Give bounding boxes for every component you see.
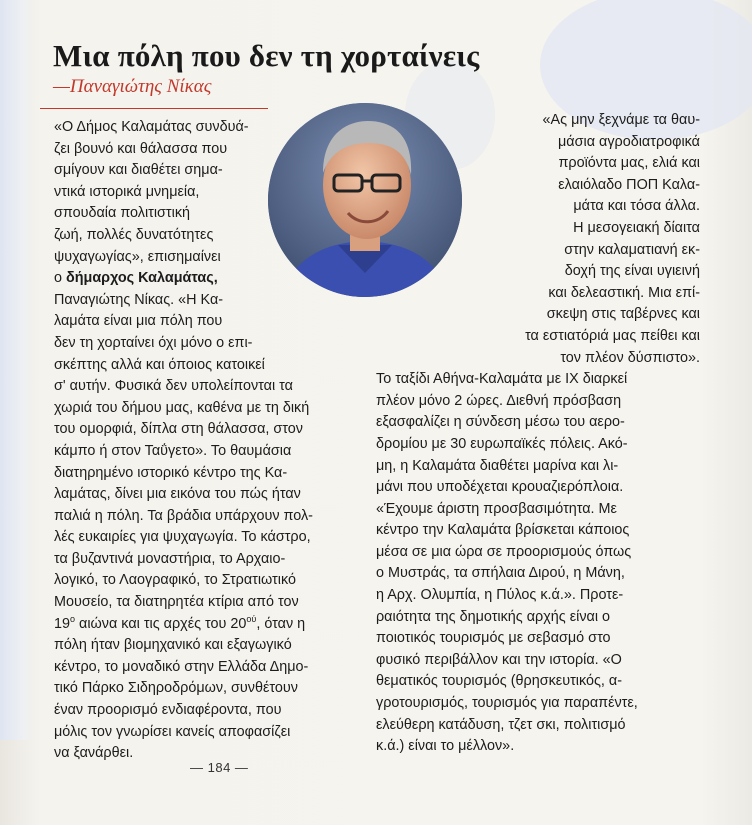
text-line: ζει βουνό και θάλασσα που	[54, 140, 228, 157]
text-line: ντικά ιστορικά μνημεία,	[54, 183, 200, 200]
quote-line: μάτα και τόσα άλλα.	[573, 198, 700, 215]
text-line: ποιοτικός τουρισμός με σεβασμό στο	[376, 630, 611, 647]
text-line: σπουδαία πολιτιστική	[54, 205, 191, 222]
page-gutter-shadow	[0, 0, 34, 740]
text-line: κ.ά.) είναι το μέλλον».	[376, 738, 515, 755]
text-line: λαμάτα είναι μια πόλη που	[54, 313, 223, 330]
text-line: διατηρημένο ιστορικό κέντρο της Κα-	[54, 464, 288, 481]
text-line: λαμάτας, δίνει μια εικόνα του πώς ήταν	[54, 486, 301, 503]
text-line: του ομορφιά, δίπλα στη θάλασσα, στον	[54, 421, 303, 438]
text-line: σ' αυτήν. Φυσικά δεν υπολείπονται τα	[54, 378, 293, 395]
article-title: Μια πόλη που δεν τη χορταίνεις	[53, 38, 480, 73]
text-line: δρομίου με 30 ευρωπαϊκές πόλεις. Ακό-	[376, 435, 628, 452]
text-line-with-superscripts	[54, 614, 372, 636]
text-line: ραιότητα της δημοτικής αρχής είναι ο	[376, 608, 611, 625]
text-fragment: αιώνα και τις αρχές του 20	[75, 615, 247, 632]
text-line: έναν προορισμό ενδιαφέροντα, που	[54, 702, 282, 719]
right-column-text	[376, 110, 702, 758]
text-line: εξασφαλίζει η σύνδεση μέσω του αερο-	[376, 414, 625, 431]
quote-line: στην καλαματιανή εκ-	[564, 241, 700, 258]
text-line: χωριά του δήμου μας, καθένα με τη δική	[54, 399, 310, 416]
quote-line: ελαιόλαδο ΠΟΠ Καλα-	[558, 176, 700, 193]
quote-line: σκεψη στις ταβέρνες και	[546, 306, 700, 323]
page-number: — 184 —	[190, 760, 249, 775]
quote-line: τα εστιατόριά μας πείθει και	[525, 327, 700, 344]
text-line: μάνι που υποδέχεται κρουαζιερόπλοια.	[376, 479, 624, 496]
text-line: λογικό, το Λαογραφικό, το Στρατιωτικό	[54, 572, 296, 589]
left-column-text	[54, 117, 372, 765]
text-fragment: ο	[54, 270, 67, 287]
text-line: μόλις τον γνωρίσει κανείς αποφασίζει	[54, 723, 291, 740]
text-line: κέντρο την Καλαμάτα βρίσκεται κάποιος	[376, 522, 630, 539]
text-line: Παναγιώτης Νίκας. «Η Κα-	[54, 291, 224, 308]
text-line: τα βυζαντινά μοναστήρια, το Αρχαιο-	[54, 550, 286, 567]
text-fragment: 19	[54, 615, 71, 632]
quote-line: και δελεαστική. Μια επί-	[548, 284, 700, 301]
text-line: πλέον μόνο 2 ώρες. Διεθνή πρόσβαση	[376, 392, 622, 409]
text-line: ζωή, πολλές δυνατότητες	[54, 226, 214, 243]
text-line: φυσικό περιβάλλον και την ιστορία. «Ο	[376, 651, 622, 668]
text-line: Μουσείο, τα διατηρητέα κτίρια από τον	[54, 594, 299, 611]
quote-block	[376, 110, 702, 369]
text-line: τικό Πάρκο Σιδηροδρόμων, συνθέτουν	[54, 680, 298, 697]
text-line: κέντρο, το μοναδικό στην Ελλάδα Δημο-	[54, 658, 309, 675]
text-line: «Έχουμε άριστη προσβασιμότητα. Με	[376, 500, 617, 517]
text-line: η Αρχ. Ολυμπία, η Πύλος κ.ά.». Προτε-	[376, 587, 624, 604]
text-line: μη, η Καλαμάτα διαθέτει μαρίνα και λι-	[376, 457, 619, 474]
quote-line: δοχή της είναι υγιεινή	[564, 263, 700, 280]
text-line: σμίγουν και διαθέτει σημα-	[54, 162, 223, 179]
text-fragment: , όταν η	[256, 615, 306, 632]
text-line: Το ταξίδι Αθήνα-Καλαμάτα με ΙΧ διαρκεί	[376, 371, 628, 388]
text-line: γροτουρισμός, τουρισμός για παραπέντε,	[376, 695, 638, 712]
text-line-with-bold	[54, 268, 372, 290]
mayor-title-bold: δήμαρχος Καλαμάτας,	[66, 270, 218, 287]
text-line: θεματικός τουρισμός (θρησκευτικός, α-	[376, 673, 623, 690]
text-line: λές ευκαιρίες για ψυχαγωγία. Το κάστρο,	[54, 529, 311, 546]
title-underline	[40, 108, 268, 109]
body-block	[376, 369, 702, 758]
text-line: πόλη ήταν βιομηχανικό και εξαγωγικό	[54, 637, 292, 654]
text-line: «Ο Δήμος Καλαμάτας συνδυά-	[54, 119, 249, 135]
text-line: κάμπο ή στον Ταΰγετο». Το θαυμάσια	[54, 442, 292, 459]
text-line: ψυχαγωγίας», επισημαίνει	[54, 248, 221, 265]
text-line: μέσα σε μια ώρα σε προορισμούς όπως	[376, 543, 632, 560]
text-line: να ξανάρθει.	[54, 745, 134, 762]
text-line: σκέπτης αλλά και όποιος κατοικεί	[54, 356, 265, 373]
text-line: δεν τη χορταίνει όχι μόνο ο επι-	[54, 334, 253, 351]
text-line: παλιά η πόλη. Τα βράδια υπάρχουν πολ-	[54, 507, 313, 524]
quote-line: «Ας μην ξεχνάμε τα θαυ-	[542, 112, 700, 128]
article-author: —Παναγιώτης Νίκας	[53, 76, 212, 97]
quote-line: τον πλέον δύσπιστο».	[560, 349, 700, 366]
quote-line: μάσια αγροδιατροφικά	[558, 133, 700, 150]
quote-line: Η μεσογειακή δίαιτα	[573, 219, 700, 236]
text-line: ο Μυστράς, τα σπήλαια Διρού, η Μάνη,	[376, 565, 625, 582]
text-line: ελεύθερη κατάδυση, τζετ σκι, πολιτισμό	[376, 716, 626, 733]
quote-line: προϊόντα μας, ελιά και	[558, 155, 700, 172]
superscript: ο	[70, 613, 76, 624]
superscript: ού	[246, 613, 257, 624]
